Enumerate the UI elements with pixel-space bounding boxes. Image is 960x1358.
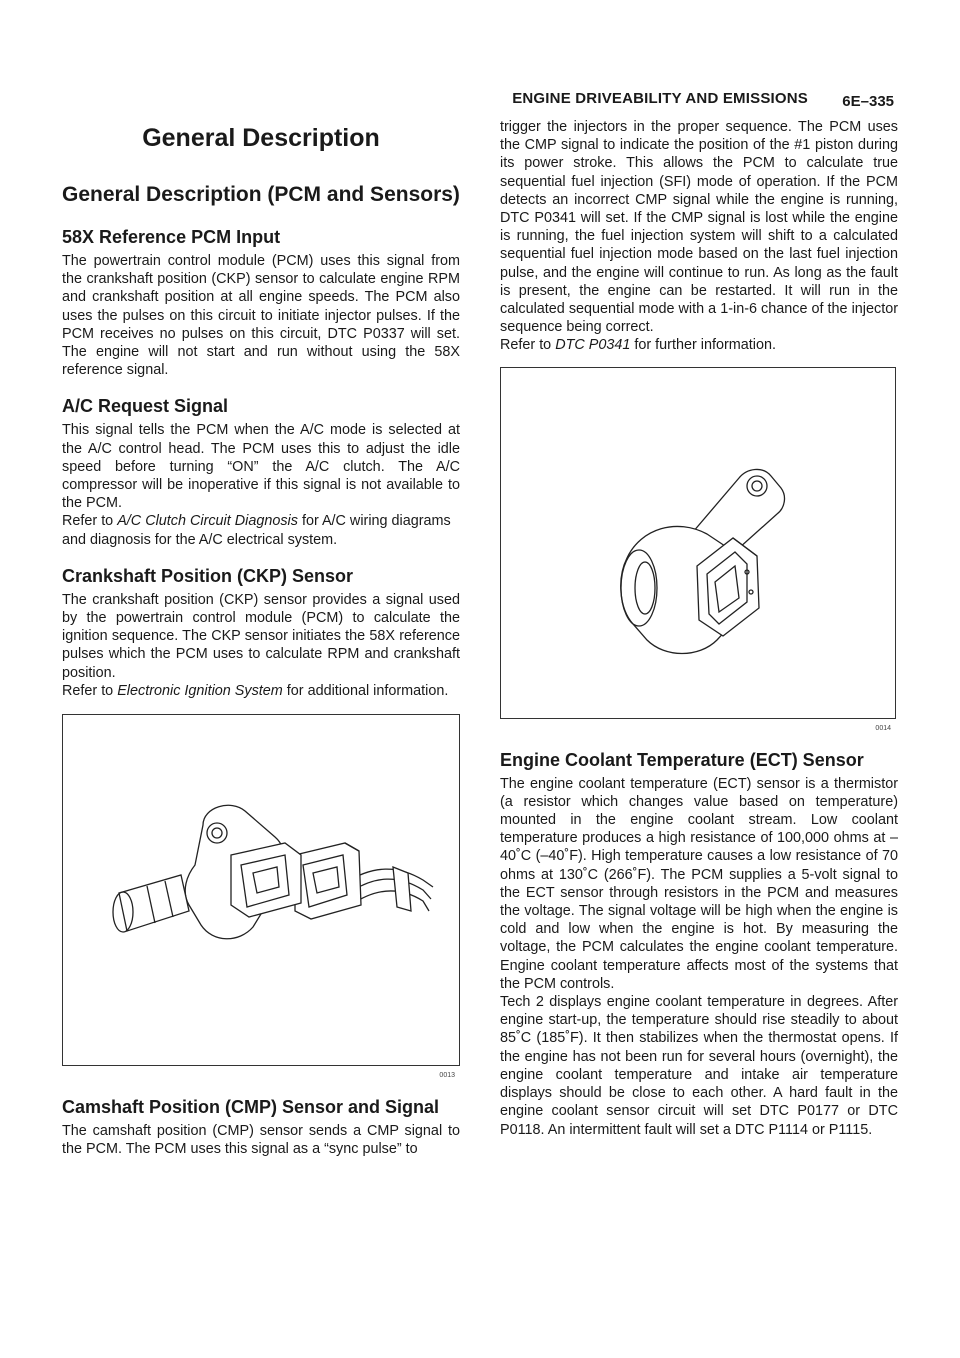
ref-suffix: for A/C wiring diagrams and diagnosis for the A/C electrical system.: [62, 513, 451, 548]
ref-prefix: Refer to: [62, 513, 118, 530]
heading-ac-request: A/C Request Signal: [62, 396, 229, 417]
link-dtc-p0341[interactable]: DTC P0341: [555, 337, 631, 354]
ref-prefix: Refer to: [500, 337, 556, 354]
para-cmp-sensor: The camshaft position (CMP) sensor sends a CMP signal to the PCM. The PCM uses this signal as a “sync pulse” to: [62, 1123, 460, 1158]
page-header: [0, 88, 960, 118]
ref-ckp-sensor: [62, 682, 460, 700]
ref-ac-request: [62, 512, 460, 548]
right-column: [500, 118, 898, 1139]
figure-cmp-sensor: [500, 367, 896, 732]
ref-cmp: [500, 336, 898, 354]
figure-code: 0014: [875, 724, 891, 732]
page-title: General Description: [142, 124, 380, 152]
heading-cmp-sensor: Camshaft Position (CMP) Sensor and Signal: [62, 1097, 440, 1118]
section-title: ENGINE DRIVEABILITY AND EMISSIONS: [512, 90, 808, 107]
para-ac-request: This signal tells the PCM when the A/C mode is selected at the A/C control head. The PCM uses this to adjust the idle speed before turning “ON” the A/C clutch. The A/C compressor will be inoperative if this signal is not available to the PCM.: [62, 422, 460, 512]
figure-code: 0013: [439, 1072, 455, 1080]
ref-prefix: Refer to: [62, 682, 118, 699]
para-58x-reference: The powertrain control module (PCM) uses this signal from the crankshaft position (CKP) sensor to calculate engine RPM and crankshaft position at all engine speeds. The PCM also uses the pulses on this circuit to initiate injector pulses. If the PCM receives no pulses on this circuit, DTC P0337 will set. The engine will not start and run without using the 58X reference signal.: [62, 253, 460, 379]
ref-suffix: for further information.: [630, 337, 776, 354]
para-cmp-continued: trigger the injectors in the proper sequence. The PCM uses the CMP signal to indicate the position of the #1 piston during its power stroke. This allows the PCM to calculate true sequential fuel injection (SFI) mode of operation. If the PCM detects an incorrect CMP signal while the engine is running, DTC P0341 will set. If the CMP signal is lost while the engine is running, the fuel injection system will shift to a calculated sequential fuel injection mode based on the last fuel injection pulse, and the engine will continue to run. As long as the fault is present, the engine can be restarted. It will run in the calculated sequential mode with a 1-in-6 chance of the injector sequence being correct.: [500, 119, 898, 336]
ckp-sensor-illustration: [63, 715, 459, 1065]
subtitle: General Description (PCM and Sensors): [62, 183, 460, 206]
page-number: 6E–335: [842, 93, 894, 110]
link-ac-clutch-diagnosis[interactable]: A/C Clutch Circuit Diagnosis: [117, 513, 298, 530]
cmp-sensor-illustration: [501, 368, 895, 718]
para-ckp-sensor: The crankshaft position (CKP) sensor provides a signal used by the powertrain control module (PCM) to calculate the ignition sequence. The CKP sensor initiates the 58X reference pulses which the PCM uses to calculate RPM and crankshaft position.: [62, 591, 460, 681]
left-column: [62, 118, 460, 1158]
link-electronic-ignition[interactable]: Electronic Ignition System: [117, 682, 283, 699]
figure-ckp-sensor: [62, 714, 460, 1080]
heading-58x-reference: 58X Reference PCM Input: [62, 227, 281, 247]
heading-ckp-sensor: Crankshaft Position (CKP) Sensor: [62, 565, 354, 586]
ref-suffix: for additional information.: [282, 682, 449, 699]
para-ect-sensor-2: Tech 2 displays engine coolant temperature in degrees. After engine start-up, the temperature should rise steadily to about 85˚C (185˚F). It then stabilizes when the thermostat opens. If the engine has not been run for several hours (overnight), the engine coolant temperature and intake air temperature displays should be close to each other. A hard fault in the engine coolant sensor circuit will set DTC P0177 or DTC P0118. An intermittent fault will set a DTC P1114 or P1115.: [500, 994, 898, 1138]
para-ect-sensor-1: The engine coolant temperature (ECT) sensor is a thermistor (a resistor which changes value based on temperature) mounted in the engine coolant stream. Low coolant temperature produces a high resistance of 100,000 ohms at –40˚C (–40˚F). High temperature causes a low resistance of 70 ohms at 130˚C (266˚F). The PCM supplies a 5-volt signal to the ECT sensor through resistors in the PCM and measures the voltage. The signal voltage will be high when the engine is cold and low when the engine is hot. By measuring the voltage, the PCM calculates the engine coolant temperature. Engine coolant temperature affects most of the systems that the PCM controls.: [500, 775, 898, 992]
heading-ect-sensor: Engine Coolant Temperature (ECT) Sensor: [500, 749, 864, 770]
